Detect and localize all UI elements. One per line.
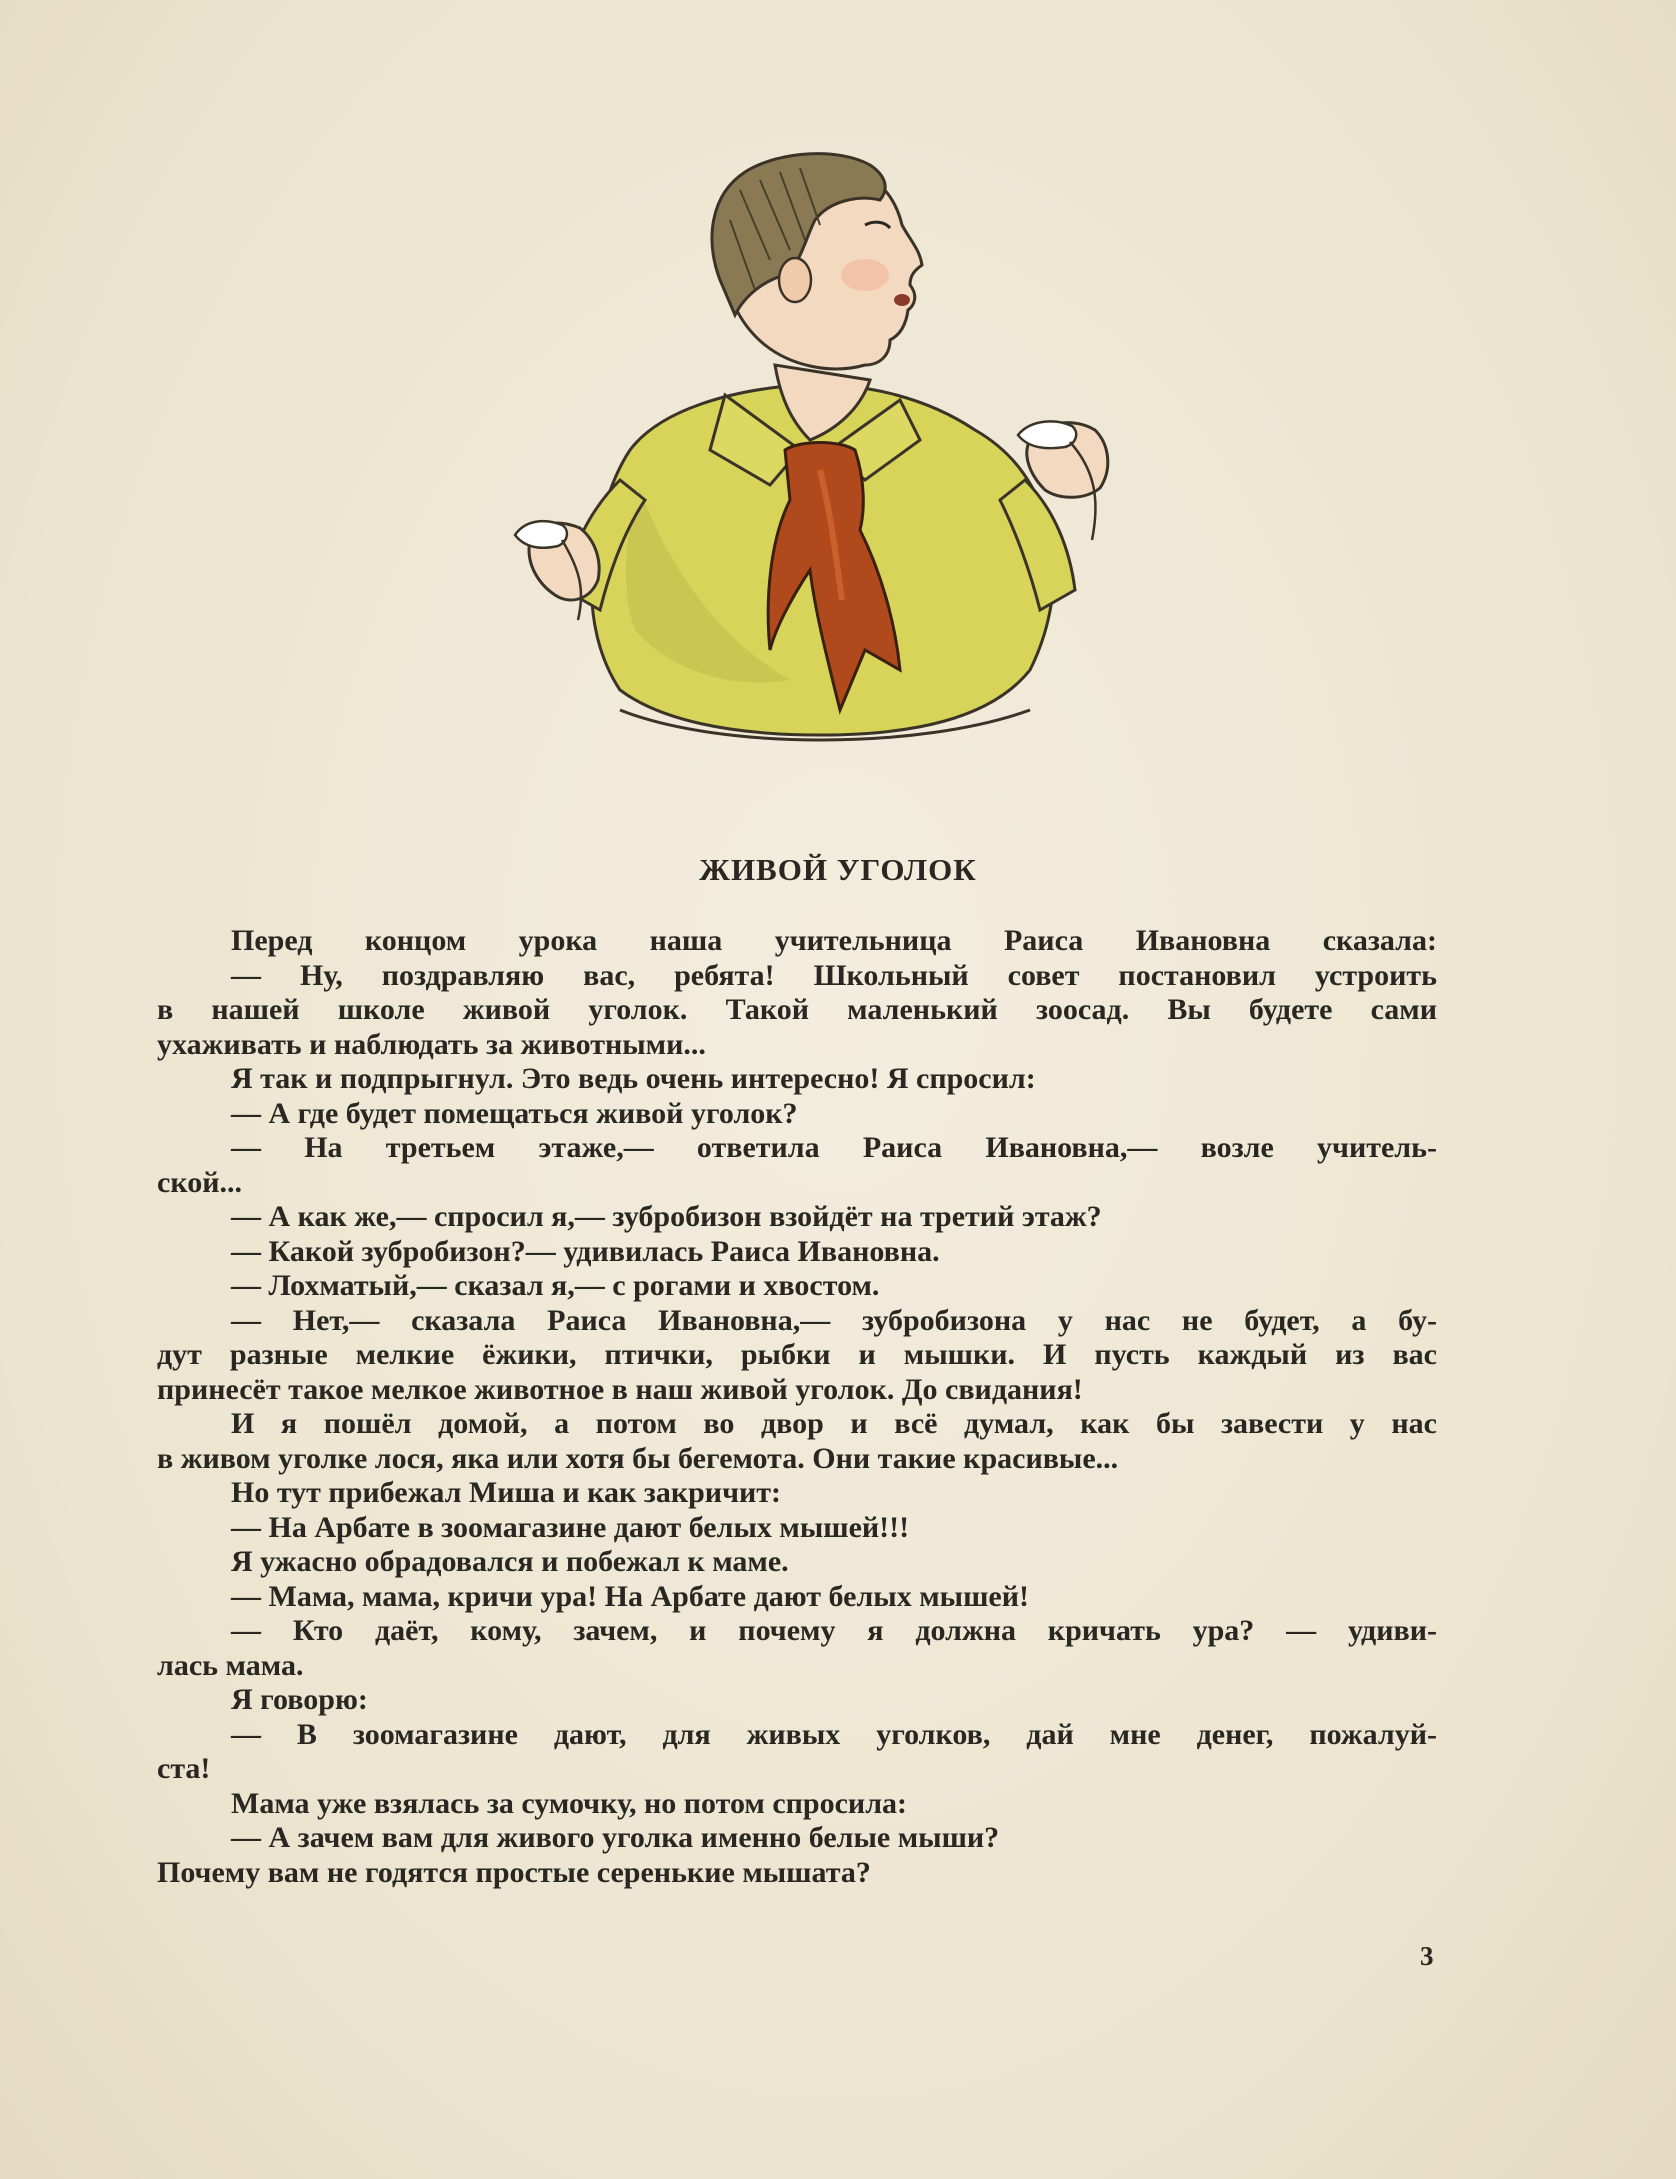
story-line: — Какой зубробизон?— удивилась Раиса Ивановна. xyxy=(231,1234,940,1268)
left-mouse xyxy=(515,521,567,548)
story-text xyxy=(157,924,1437,1890)
story-line: лась мама. xyxy=(157,1648,304,1682)
story-line: Я говорю: xyxy=(231,1683,368,1716)
boy-with-mice-illustration xyxy=(470,150,1170,780)
story-line: — А как же,— спросил я,— зубробизон взойдёт на третий этаж? xyxy=(231,1200,1102,1233)
story-line: — Лохматый,— сказал я,— с рогами и хвостом. xyxy=(231,1269,880,1302)
story-title: ЖИВОЙ УГОЛОК xyxy=(699,852,977,887)
story-line: И я пошёл домой, а потом во двор и всё думал, как бы завести у нас xyxy=(231,1407,1437,1440)
story-line: ста! xyxy=(157,1752,211,1785)
mouth xyxy=(894,294,910,306)
cheek xyxy=(841,259,889,291)
story-line: Я ужасно обрадовался и побежал к маме. xyxy=(231,1545,789,1578)
story-line: в нашей школе живой уголок. Такой маленький зоосад. Вы будете сами xyxy=(157,993,1437,1026)
story-line: Почему вам не годятся простые серенькие мышата? xyxy=(157,1855,871,1889)
story-line: Мама уже взялась за сумочку, но потом спросила: xyxy=(231,1786,908,1820)
story-line: в живом уголке лося, яка или хотя бы бегемота. Они такие красивые... xyxy=(157,1441,1119,1475)
story-line: принесёт такое мелкое животное в наш живой уголок. До свидания! xyxy=(157,1372,1083,1406)
story-line: дут разные мелкие ёжики, птички, рыбки и мышки. И пусть каждый из вас xyxy=(157,1338,1437,1371)
story-line: — Кто даёт, кому, зачем, и почему я должна кричать ура? — удиви- xyxy=(231,1614,1437,1647)
story-line: Но тут прибежал Миша и как закричит: xyxy=(231,1476,782,1509)
story-line: — А где будет помещаться живой уголок? xyxy=(231,1096,798,1130)
story-line: Перед концом урока наша учительница Раиса Ивановна сказала: xyxy=(231,924,1437,957)
story-line: — На Арбате в зоомагазине дают белых мышей!!! xyxy=(231,1510,910,1544)
story-line: — Мама, мама, кричи ура! На Арбате дают белых мышей! xyxy=(231,1579,1029,1613)
story-line: Я так и подпрыгнул. Это ведь очень интересно! Я спросил: xyxy=(231,1062,1036,1095)
story-line: — В зоомагазине дают, для живых уголков, дай мне денег, пожалуй- xyxy=(231,1717,1437,1751)
story-line: — На третьем этаже,— ответила Раиса Ивановна,— возле учитель- xyxy=(231,1131,1437,1164)
ear xyxy=(779,258,811,302)
story-line: — А зачем вам для живого уголка именно белые мыши? xyxy=(231,1821,1000,1854)
page-number: 3 xyxy=(1420,1941,1434,1971)
story-line: ской... xyxy=(157,1165,242,1199)
story-line: ухаживать и наблюдать за животными... xyxy=(157,1027,706,1061)
story-line: — Нет,— сказала Раиса Ивановна,— зубробизона у нас не будет, а бу- xyxy=(231,1303,1437,1337)
story-line: — Ну, поздравляю вас, ребята! Школьный совет постановил устроить xyxy=(231,958,1437,992)
